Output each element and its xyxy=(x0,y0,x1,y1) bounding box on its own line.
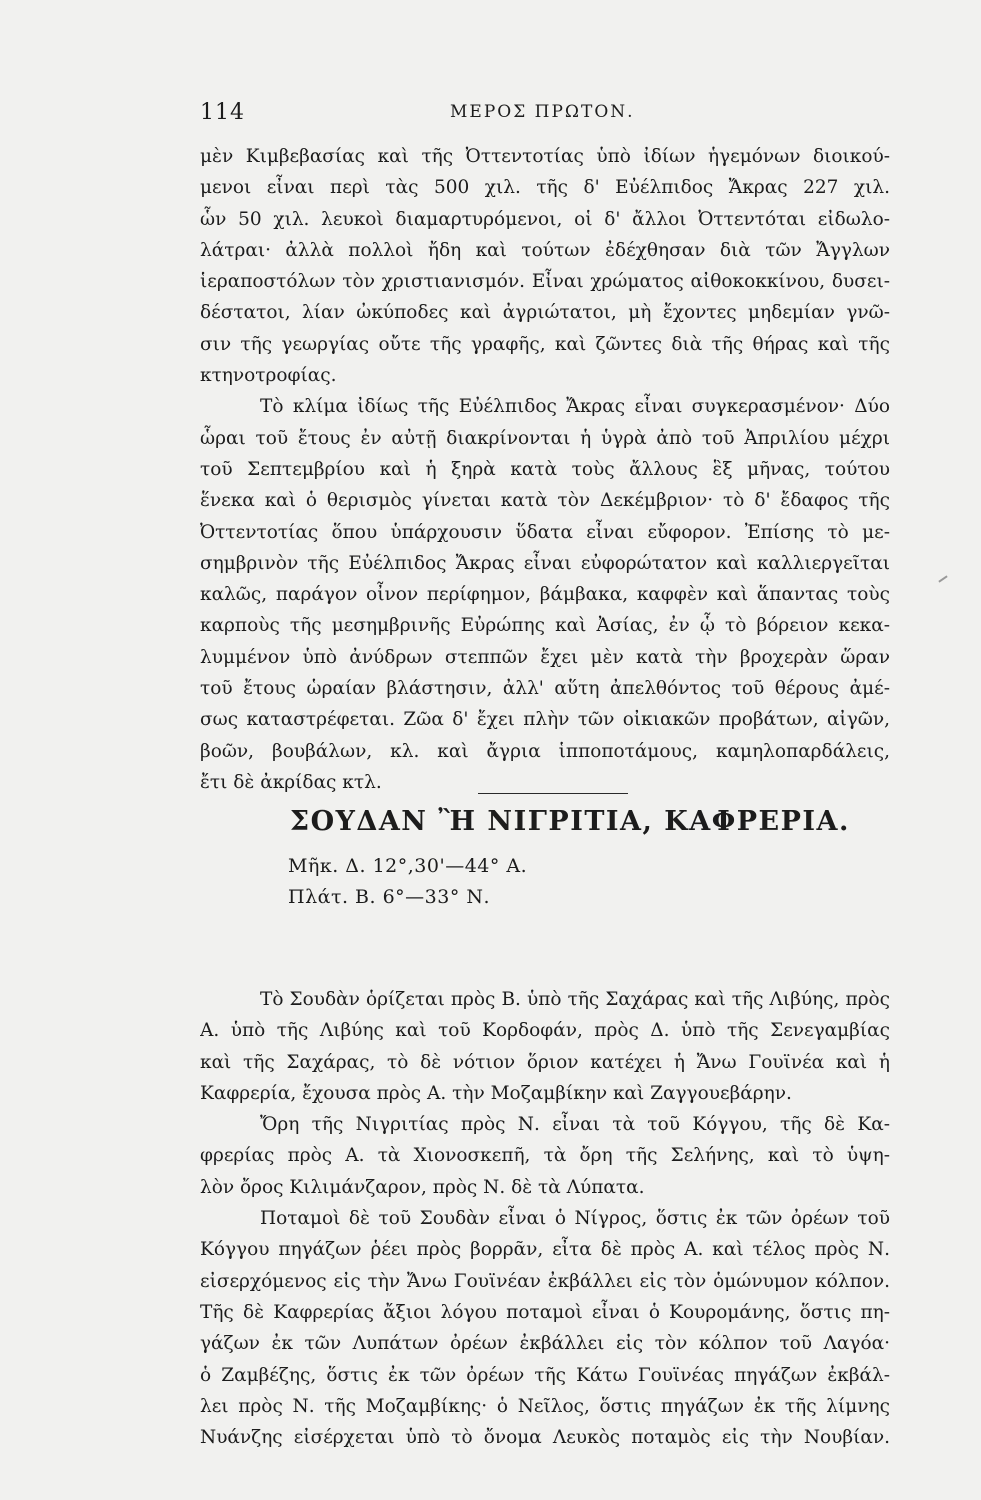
text-line: σημβρινὸν τῆς Εὐέλπιδος Ἄκρας εἶναι εὐφορώτατον καὶ καλλιεργεῖται xyxy=(200,552,890,574)
text-line: δέστατοι, λίαν ὠκύποδες καὶ ἀγριώτατοι, μὴ ἔχοντες μηδεμίαν γνῶ- xyxy=(200,302,890,324)
text-line: Νυάνζης εἰσέρχεται ὑπὸ τὸ ὄνομα Λευκὸς ποταμὸς εἰς τὴν Νουβίαν. xyxy=(200,1427,890,1449)
text-line: μενοι εἶναι περὶ τὰς 500 χιλ. τῆς δ' Εὐέλπιδος Ἄκρας 227 χιλ. xyxy=(200,177,890,199)
text-line: ὧν 50 χιλ. λευκοὶ διαμαρτυρόμενοι, οἱ δ' ἄλλοι Ὀττεντόται εἰδωλο- xyxy=(200,208,890,230)
text-line: Α. ὑπὸ τῆς Λιβύης καὶ τοῦ Κορδοφάν, πρὸς Δ. ὑπὸ τῆς Σενεγαμβίας xyxy=(200,1020,890,1042)
text-line: λάτραι· ἀλλὰ πολλοὶ ἤδη καὶ τούτων ἐδέχθησαν διὰ τῶν Ἄγγλων xyxy=(200,239,890,261)
text-line: Ποταμοὶ δὲ τοῦ Σουδὰν εἶναι ὁ Νίγρος, ὅστις ἐκ τῶν ὀρέων τοῦ xyxy=(260,1208,890,1230)
ink-mark xyxy=(938,575,947,582)
text-line: ἔτι δὲ ἀκρίδας κτλ. xyxy=(200,771,382,793)
page-number: 114 xyxy=(200,100,245,125)
latitude-line: Πλάτ. Β. 6°—33° Ν. xyxy=(288,886,491,908)
text-line: λυμμένον ὑπὸ ἀνύδρων στεππῶν ἔχει μὲν κατὰ τὴν βροχερὰν ὥραν xyxy=(200,646,890,668)
text-line: ἕνεκα καὶ ὁ θερισμὸς γίνεται κατὰ τὸν Δεκέμβριον· τὸ δ' ἔδαφος τῆς xyxy=(200,490,890,512)
text-line: εἰσερχόμενος εἰς τὴν Ἄνω Γουϊνέαν ἐκβάλλει εἰς τὸν ὁμώνυμον κόλπον. xyxy=(200,1270,890,1292)
text-line: τοῦ ἔτους ὡραίαν βλάστησιν, ἀλλ' αὕτη ἀπελθόντος τοῦ θέρους ἀμέ- xyxy=(200,678,890,700)
text-line: καρποὺς τῆς μεσημβρινῆς Εὐρώπης καὶ Ἀσίας, ἐν ᾧ τὸ βόρειον κεκα- xyxy=(200,615,890,637)
running-head: ΜΕΡΟΣ ΠΡΩΤΟΝ. xyxy=(450,102,635,122)
text-line: Κόγγου πηγάζων ῥέει πρὸς βορρᾶν, εἶτα δὲ πρὸς Α. καὶ τέλος πρὸς Ν. xyxy=(200,1239,890,1261)
text-line: Τὸ κλίμα ἰδίως τῆς Εὐέλπιδος Ἄκρας εἶναι συγκερασμένον· Δύο xyxy=(260,396,890,418)
text-line: Καφρερία, ἔχουσα πρὸς Α. τὴν Μοζαμβίκην καὶ Ζαγγουεβάρην. xyxy=(200,1082,792,1104)
text-line: ἱεραποστόλων τὸν χριστιανισμόν. Εἶναι χρώματος αἰθοκοκκίνου, δυσει- xyxy=(200,271,890,293)
page-header xyxy=(200,100,880,130)
text-block-sudan xyxy=(200,984,890,1453)
text-line: σιν τῆς γεωργίας οὔτε τῆς γραφῆς, καὶ ζῶντες διὰ τῆς θήρας καὶ τῆς xyxy=(200,333,890,355)
text-line: βοῶν, βουβάλων, κλ. καὶ ἄγρια ἱπποποτάμους, καμηλοπαρδάλεις, xyxy=(200,740,890,762)
text-block-hottentots xyxy=(200,141,890,798)
text-line: Ὄρη τῆς Νιγριτίας πρὸς Ν. εἶναι τὰ τοῦ Κόγγου, τῆς δὲ Κα- xyxy=(260,1114,890,1136)
text-line: ὧραι τοῦ ἔτους ἐν αὐτῇ διακρίνονται ἡ ὑγρὰ ἀπὸ τοῦ Ἀπριλίου μέχρι xyxy=(200,427,890,449)
longitude-line: Μῆκ. Δ. 12°,30'—44° Α. xyxy=(288,855,528,877)
section-divider xyxy=(478,793,628,794)
section-title: ΣΟΥΔΑΝ Ἢ ΝΙΓΡΙΤΙΑ, ΚΑΦΡΕΡΙΑ. xyxy=(290,806,850,837)
text-line: ὁ Ζαμβέζης, ὅστις ἐκ τῶν ὀρέων τῆς Κάτω Γουϊνέας πηγάζων ἐκβάλ- xyxy=(200,1364,890,1386)
text-line: καλῶς, παράγον οἶνον περίφημον, βάμβακα, καφφὲν καὶ ἅπαντας τοὺς xyxy=(200,584,890,606)
text-line: Ὀττεντοτίας ὅπου ὑπάρχουσιν ὕδατα εἶναι εὔφορον. Ἐπίσης τὸ με- xyxy=(200,521,890,543)
text-line: φρερίας πρὸς Α. τὰ Χιονοσκεπῆ, τὰ ὄρη τῆς Σελήνης, καὶ τὸ ὑψη- xyxy=(200,1145,890,1167)
text-line: λει πρὸς Ν. τῆς Μοζαμβίκης· ὁ Νεῖλος, ὅστις πηγάζων ἐκ τῆς λίμνης xyxy=(200,1395,890,1417)
text-line: γάζων ἐκ τῶν Λυπάτων ὀρέων ἐκβάλλει εἰς τὸν κόλπον τοῦ Λαγόα· xyxy=(200,1333,890,1355)
text-line: λὸν ὄρος Κιλιμάνζαρον, πρὸς Ν. δὲ τὰ Λύπατα. xyxy=(200,1176,645,1198)
text-line: καὶ τῆς Σαχάρας, τὸ δὲ νότιον ὅριον κατέχει ἡ Ἄνω Γουϊνέα καὶ ἡ xyxy=(200,1051,890,1073)
text-line: Τῆς δὲ Καφρερίας ἄξιοι λόγου ποταμοὶ εἶναι ὁ Κουρομάνης, ὅστις πη- xyxy=(200,1301,890,1323)
text-line: τοῦ Σεπτεμβρίου καὶ ἡ ξηρὰ κατὰ τοὺς ἄλλους ἓξ μῆνας, τούτου xyxy=(200,458,890,480)
text-line: Τὸ Σουδὰν ὁρίζεται πρὸς Β. ὑπὸ τῆς Σαχάρας καὶ τῆς Λιβύης, πρὸς xyxy=(260,989,890,1010)
text-line: κτηνοτροφίας. xyxy=(200,365,337,387)
text-line: μὲν Κιμβεβασίας καὶ τῆς Ὀττεντοτίας ὑπὸ ἰδίων ἡγεμόνων διοικού- xyxy=(200,146,890,167)
text-line: σως καταστρέφεται. Ζῶα δ' ἔχει πλὴν τῶν οἰκιακῶν προβάτων, αἰγῶν, xyxy=(200,709,890,731)
